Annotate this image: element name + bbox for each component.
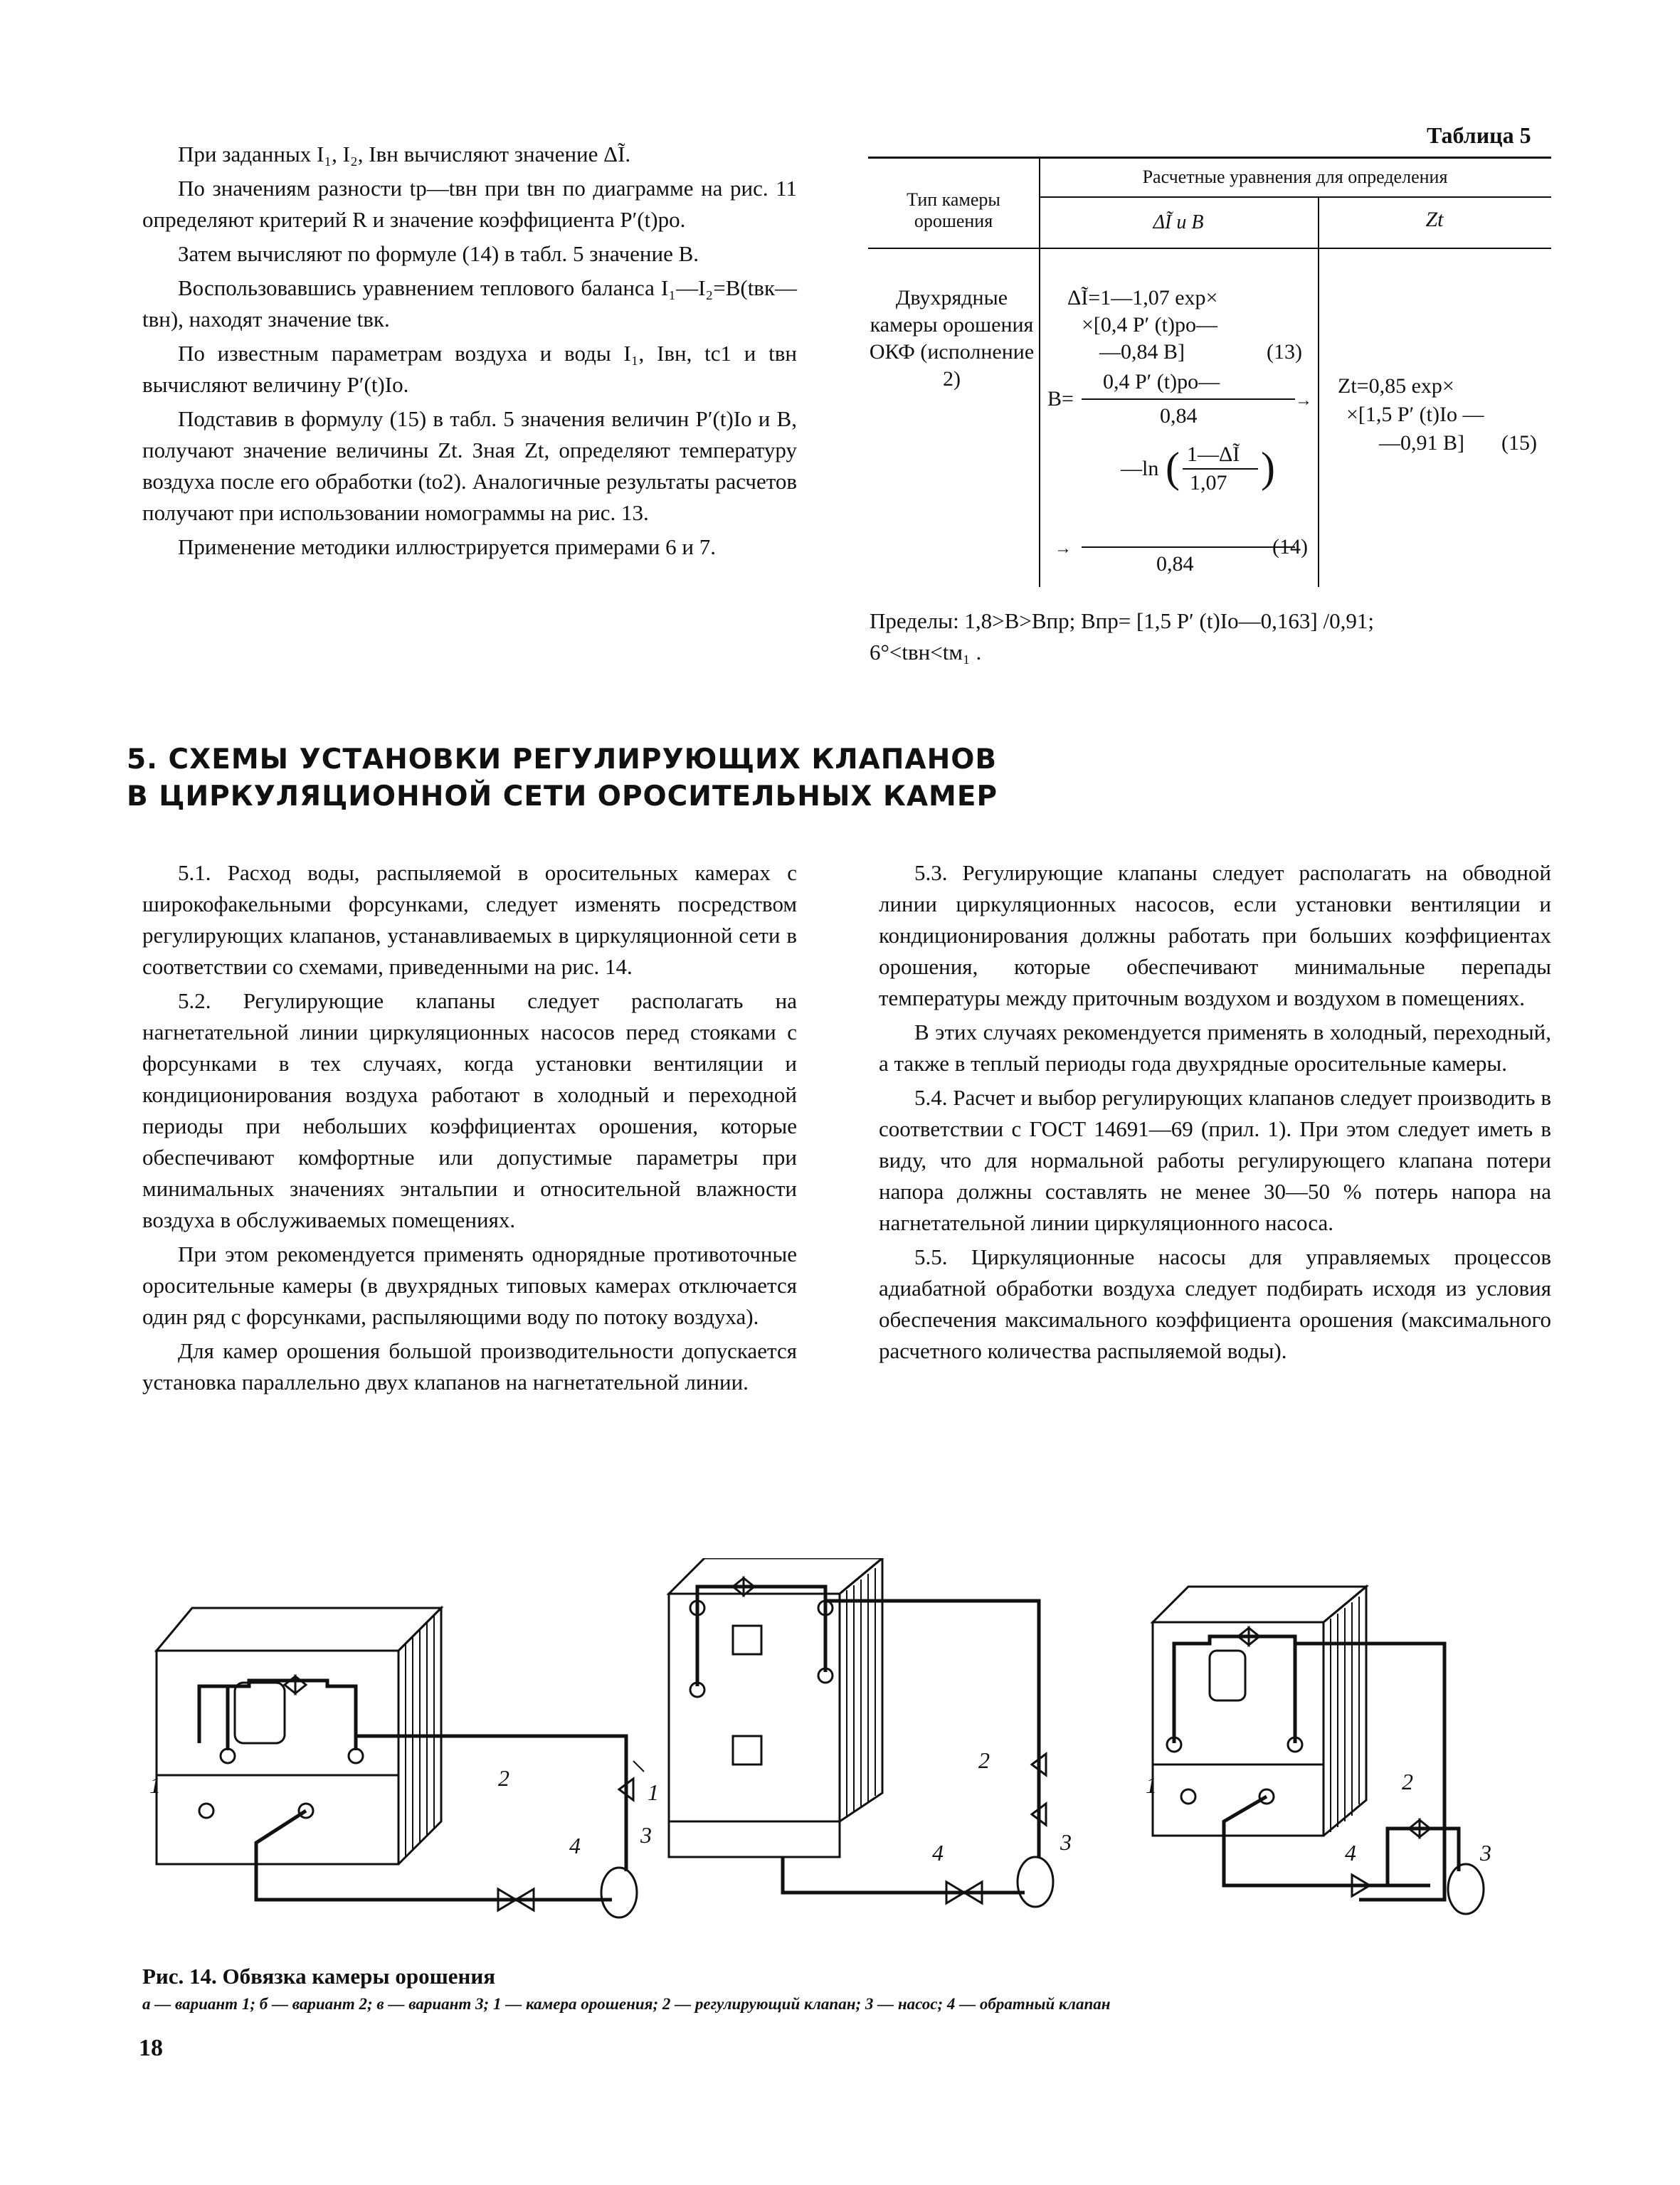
- eq15-line1: Zt=0,85 exp×: [1338, 374, 1454, 398]
- paragraph: 5.5. Циркуляционные насосы для управляемых процессов адиабатной обработки воздуха следует подбирать исходя из условия обеспечения максимального коэффициента орошения (максимального расчетного количества распыляемой воды).: [879, 1244, 1551, 1363]
- label-1: 1: [648, 1779, 659, 1805]
- table-title: Таблица 5: [1427, 122, 1531, 148]
- page-number: 18: [139, 2035, 163, 2061]
- variant-1-diagram: [149, 1608, 652, 1917]
- eq13-number: (13): [1267, 340, 1302, 364]
- label-4: 4: [569, 1833, 581, 1858]
- label-2: 2: [498, 1765, 509, 1791]
- label-4: 4: [932, 1840, 944, 1866]
- label-1: 1: [149, 1772, 161, 1798]
- label-2: 2: [978, 1747, 990, 1773]
- label-3: 3: [1480, 1840, 1491, 1866]
- eq14-denominator: 0,84: [1160, 404, 1198, 428]
- intro-paragraph: По известным параметрам воздуха и воды I₁, Iвн, tс1 и tвн вычисляют величину P′(t)Iо.: [142, 341, 797, 397]
- intro-paragraph: Подставив в формулу (15) в табл. 5 значения величин P′(t)Iо и B, получают значение величины Zt. Зная Zt, определяют температуру воздуха после его обработки (tо2). Аналогичные результаты расчетов получают при использовании номограммы на рис. 13.: [142, 406, 797, 525]
- table-limits-line2: 6°<tвн<tм₁ .: [870, 640, 982, 665]
- paragraph: 5.4. Расчет и выбор регулирующих клапанов следует производить в соответствии с ГОСТ 14691—69 (прил. 1). При этом следует иметь в виду, что для нормальной работы регулирующего клапана потери напора должны составлять не менее 30—50 % потерь напора на нагнетательной линии циркуляционного насоса.: [879, 1085, 1551, 1235]
- eq14-inner-denominator: 1,07: [1190, 471, 1227, 494]
- intro-paragraph: Воспользовавшись уравнением теплового баланса I₁—I₂=B(tвк—tвн), находят значение tвк.: [142, 275, 797, 332]
- variant-2-diagram: [648, 1558, 1072, 1907]
- table-rule-top: [868, 157, 1551, 159]
- table-rule-header: [868, 248, 1551, 249]
- eq15-line2: ×[1,5 P′ (t)Iо —: [1346, 403, 1484, 426]
- right-column: [879, 857, 1551, 1370]
- label-4: 4: [1345, 1840, 1356, 1866]
- table-limits-line1: Пределы: 1,8>B>Bпр; Bпр= [1,5 P′ (t)Iо—0,163] /0,91;: [870, 608, 1374, 633]
- table-rule-group: [1039, 196, 1551, 198]
- eq14-number: (14): [1272, 535, 1308, 559]
- eq15-number: (15): [1501, 431, 1537, 455]
- eq13-line1: ΔĨ=1—1,07 exp×: [1067, 286, 1218, 310]
- col-header-type: Тип камеры орошения: [907, 189, 1000, 231]
- eq14-arrow-left: →: [1055, 539, 1072, 558]
- eq14-fraction-bar-2: [1082, 546, 1295, 548]
- paragraph: 5.3. Регулирующие клапаны следует располагать на обводной линии циркуляционных насосов, если установки вентиляции и кондиционирования должны работать при больших коэффициентах орошения, которые обеспечивают минимальные перепады температуры между приточным воздухом и воздухом в помещениях.: [879, 860, 1551, 1010]
- row-type-cell: Двухрядные камеры орошения ОКФ (исполнение 2): [869, 286, 1035, 391]
- eq14-arrow: →: [1295, 391, 1312, 410]
- paragraph: Для камер орошения большой производительности допускается установка параллельно двух клапанов на нагнетательной линии.: [142, 1338, 797, 1395]
- col-header-group: Расчетные уравнения для определения: [1142, 166, 1448, 187]
- intro-paragraph: При заданных I₁, I₂, Iвн вычисляют значение ΔĨ.: [178, 142, 631, 166]
- intro-paragraph: Затем вычисляют по формуле (14) в табл. 5 значение B.: [178, 241, 699, 266]
- intro-paragraph: По значениям разности tр—tвн при tвн по диаграмме на рис. 11 определяют критерий R и значение коэффициента P′(t)ро.: [142, 176, 797, 232]
- eq14-paren-open: (: [1166, 444, 1180, 491]
- left-column: [142, 857, 797, 1401]
- eq13-line3: —0,84 B]: [1099, 340, 1185, 364]
- eq14-fraction-bar: [1082, 398, 1295, 400]
- eq14-paren-close: ): [1261, 444, 1275, 491]
- figure-caption-legend: а — вариант 1; б — вариант 2; в — вариант 3; 1 — камера орошения; 2 — регулирующий клапан; 3 — насос; 4 — обратный клапан: [142, 1995, 1111, 2013]
- figure-14: [128, 1558, 1565, 1957]
- table-vline-2: [1318, 196, 1319, 587]
- figure-caption-title: Рис. 14. Обвязка камеры орошения: [142, 1964, 495, 1989]
- variant-3-diagram: [1146, 1587, 1491, 1914]
- eq14-inner-numerator: 1—ΔĨ: [1187, 443, 1240, 466]
- intro-left-column: [142, 139, 797, 566]
- intro-paragraph: Применение методики иллюстрируется примерами 6 и 7.: [178, 534, 716, 559]
- table5: [868, 157, 1551, 598]
- eq14-b: B=: [1047, 387, 1074, 411]
- paragraph: В этих случаях рекомендуется применять в холодный, переходный, а также в теплый периоды года двухрядные оросительные камеры.: [879, 1020, 1551, 1076]
- paragraph: 5.2. Регулирующие клапаны следует располагать на нагнетательной линии циркуляционных насосов перед стояками с форсунками в тех случаях, когда установки вентиляции и кондиционирования воздуха работают в холодный и переходной периоды при небольших коэффициентах орошения, которые обеспечивают комфортные или допустимые параметры при минимальных значениях энтальпии и относительной влажности воздуха в обслуживаемых помещениях.: [142, 988, 797, 1232]
- paragraph: При этом рекомендуется применять однорядные противоточные оросительные камеры (в двухрядных типовых камерах отключается один ряд с форсунками, распыляющими воду по потоку воздуха).: [142, 1242, 797, 1329]
- label-2: 2: [1402, 1769, 1413, 1794]
- col-header-b: Zt: [1425, 208, 1444, 231]
- label-3: 3: [640, 1822, 652, 1848]
- eq14-denominator-2: 0,84: [1156, 552, 1194, 576]
- col-header-a: ΔĨ и B: [1153, 211, 1204, 233]
- label-3: 3: [1060, 1829, 1072, 1855]
- paragraph: 5.1. Расход воды, распыляемой в оросительных камерах с широкофакельными форсунками, следует изменять посредством регулирующих клапанов, устанавливаемых в циркуляционной сети в соответствии со схемами, приведенными на рис. 14.: [142, 860, 797, 979]
- eq14-numerator: 0,4 P′ (t)ро—: [1103, 370, 1220, 393]
- section-heading-line2: В ЦИРКУЛЯЦИОННОЙ СЕТИ ОРОСИТЕЛЬНЫХ КАМЕР: [127, 781, 998, 813]
- eq13-line2: ×[0,4 P′ (t)ро—: [1082, 313, 1217, 337]
- section-heading-line1: 5. СХЕМЫ УСТАНОВКИ РЕГУЛИРУЮЩИХ КЛАПАНОВ: [127, 744, 998, 776]
- eq15-line3: —0,91 B]: [1379, 431, 1464, 455]
- label-1: 1: [1146, 1772, 1157, 1798]
- eq14-ln: —ln: [1121, 457, 1159, 480]
